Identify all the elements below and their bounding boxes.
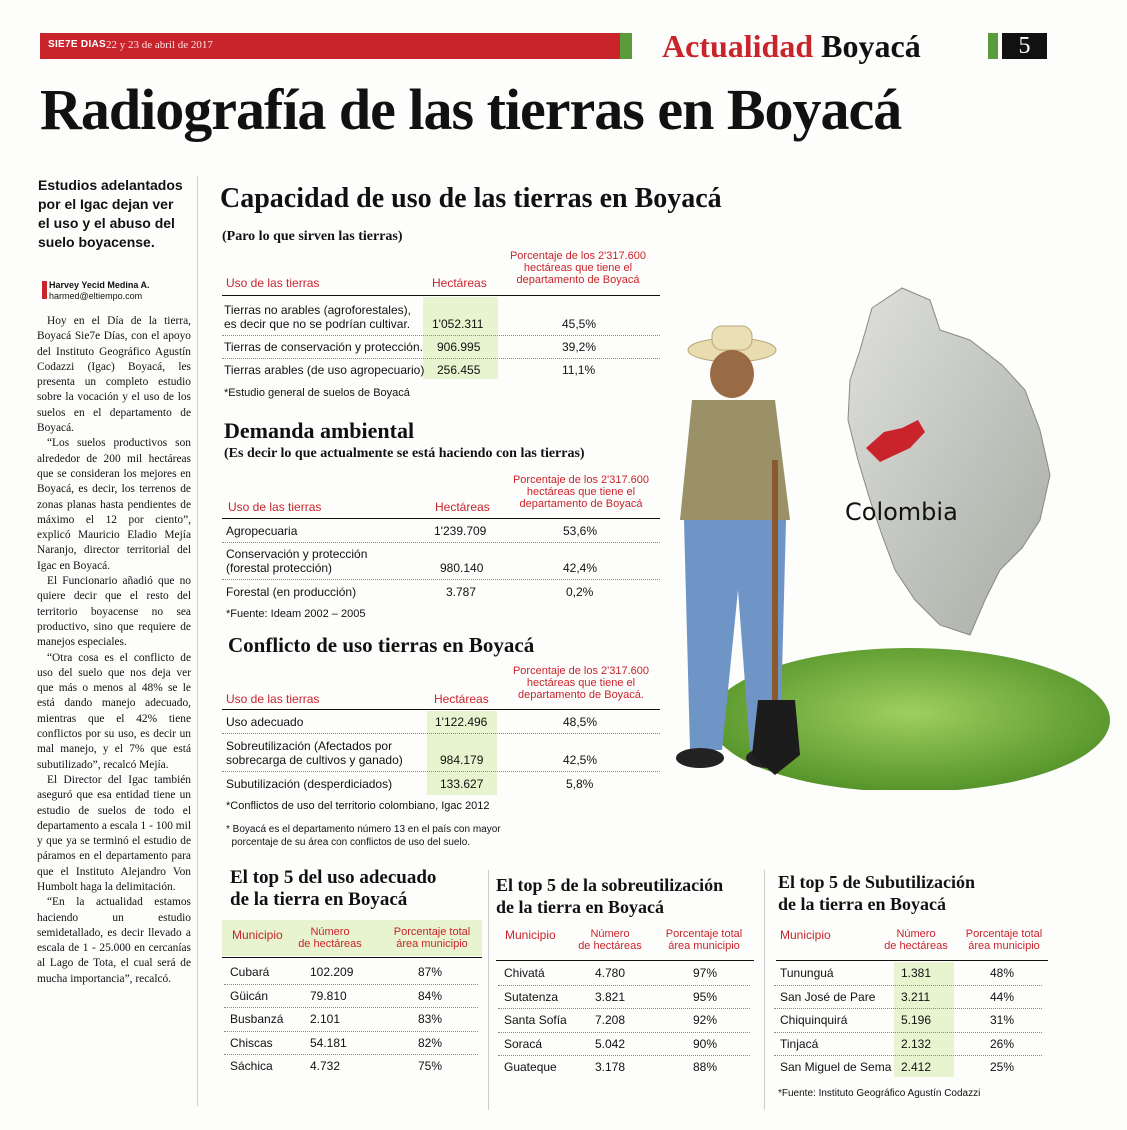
hectareas-cell: 7.208 — [595, 1013, 626, 1027]
top5-col-hectareas: Número de hectáreas — [578, 928, 642, 952]
hectareas-cell: 5.042 — [595, 1036, 626, 1051]
top5-col-porcentaje: Porcentaje total área municipio — [393, 926, 471, 950]
municipio-cell: San José de Pare — [780, 989, 876, 1004]
capacidad-col-pct: Porcentaje de los 2'317.600 hectáreas que tiene el departamento de Boyacá — [509, 250, 647, 286]
table-rule — [222, 518, 660, 519]
capacidad-row-ha: 906.995 — [437, 340, 481, 354]
municipio-cell: Cubará — [230, 965, 270, 979]
porcentaje-cell: 95% — [693, 989, 718, 1004]
porcentaje-cell: 82% — [418, 1035, 443, 1050]
capacidad-row-pct: 45,5% — [562, 317, 597, 331]
demanda-col-uso: Uso de las tierras — [228, 500, 322, 514]
conflicto-col-uso: Uso de las tierras — [226, 692, 320, 706]
top5-col-municipio: Municipio — [232, 928, 283, 942]
body-paragraph: “Los suelos productivos son alrededor de 200 mil hectáreas que se consideran los mejores en Boyacá, es decir, los terrenos de zonas planas hasta pendientes de máximo el 12 por ciento”, explicó Mauricio Eladio Mejía Naranjo, director territorial del Igac en Boyacá. — [37, 437, 191, 572]
conflicto-row-pct: 48,5% — [563, 715, 598, 729]
column-divider — [488, 870, 489, 1110]
row-divider — [222, 542, 660, 543]
hectareas-cell: 79.810 — [310, 988, 347, 1003]
municipio-cell: Chiscas — [230, 1035, 273, 1050]
capacidad-subtitle: (Paro lo que sirven las tierras) — [222, 229, 403, 244]
capacidad-row-uso: Tierras de conservación y protección. — [224, 340, 423, 354]
demanda-col-pct: Porcentaje de los 2'317.600 hectáreas que tiene el departamento de Boyacá — [512, 474, 650, 510]
page-number-mark — [988, 33, 998, 59]
hectareas-cell: 3.821 — [595, 989, 626, 1004]
top5-col-porcentaje: Porcentaje total área municipio — [665, 928, 743, 952]
table-rule — [496, 960, 754, 961]
table-rule — [776, 960, 1048, 961]
body-paragraph: El Director del Igac también aseguró que esa entidad tiene un estudio de suelos de todo el departamento a escala 1 - 100 mil y que ya se terminó el estudio de páramos en el departamento para que el Instituto Alejandro Von Humbolt haga la delimitación. — [37, 773, 191, 893]
municipio-cell: Sáchica — [230, 1059, 273, 1073]
porcentaje-cell: 84% — [418, 988, 443, 1003]
top5-col-porcentaje: Porcentaje total área municipio — [965, 928, 1043, 952]
municipio-cell: Chivatá — [504, 966, 545, 980]
row-divider — [774, 1032, 1042, 1033]
capacidad-col-uso: Uso de las tierras — [226, 276, 320, 290]
hectareas-cell: 102.209 — [310, 965, 354, 979]
municipio-cell: Sutatenza — [504, 989, 559, 1004]
porcentaje-cell: 26% — [990, 1036, 1015, 1051]
porcentaje-cell: 25% — [990, 1060, 1015, 1074]
brand-label: SIE7E DIAS — [48, 39, 107, 50]
author-mark — [42, 281, 47, 299]
municipio-cell: Tununguá — [780, 966, 834, 980]
row-divider — [774, 985, 1042, 986]
top5-col-hectareas: Número de hectáreas — [298, 926, 362, 950]
row-divider — [498, 1055, 750, 1056]
row-divider — [222, 771, 660, 772]
hectareas-cell: 2.412 — [901, 1060, 932, 1074]
porcentaje-cell: 48% — [990, 966, 1015, 980]
row-divider — [222, 579, 660, 580]
hectareas-cell: 5.196 — [901, 1013, 932, 1027]
hectareas-cell: 2.101 — [310, 1012, 341, 1026]
porcentaje-cell: 88% — [693, 1060, 718, 1074]
porcentaje-cell: 31% — [990, 1013, 1015, 1027]
headline: Radiografía de las tierras en Boyacá — [40, 77, 902, 142]
capacidad-title: Capacidad de uso de las tierras en Boyacá — [220, 183, 722, 214]
demanda-title: Demanda ambiental — [224, 418, 415, 443]
table-rule — [222, 957, 482, 958]
municipio-cell: Tinjacá — [780, 1036, 819, 1051]
capacidad-row-ha: 1'052.311 — [432, 317, 484, 331]
hectareas-cell: 1.381 — [901, 966, 932, 980]
capacidad-note: *Estudio general de suelos de Boyacá — [224, 387, 410, 399]
conflicto-row-ha: 984.179 — [440, 753, 484, 767]
row-divider — [224, 984, 478, 985]
demanda-col-ha: Hectáreas — [435, 500, 490, 514]
top5-sub-note: *Fuente: Instituto Geográfico Agustín Codazzi — [778, 1088, 981, 1099]
section-title-a: Actualidad — [662, 28, 814, 64]
top5-adecuado-title: El top 5 del uso adecuado de la tierra en Boyacá — [230, 867, 437, 910]
row-divider — [222, 358, 660, 359]
porcentaje-cell: 75% — [418, 1059, 443, 1073]
table-rule — [222, 709, 660, 710]
conflicto-row-ha: 133.627 — [440, 777, 484, 791]
body-paragraph: “En la actualidad estamos haciendo un estudio semidetallado, es decir llevado a escala de 1 - 25.000 en cercanías al Lago de Tota, el cual será de mucha importancia”, recalcó. — [37, 896, 191, 985]
municipio-cell: San Miguel de Sema — [780, 1060, 892, 1074]
demanda-row-pct: 53,6% — [563, 524, 598, 538]
header-green-mark — [620, 33, 632, 59]
municipio-cell: Chiquinquirá — [780, 1013, 848, 1027]
page-number: 5 — [1002, 33, 1047, 59]
porcentaje-cell: 90% — [693, 1036, 718, 1051]
hectareas-cell: 4.732 — [310, 1059, 341, 1073]
hectareas-cell: 2.132 — [901, 1036, 932, 1051]
hectareas-cell: 3.211 — [901, 989, 931, 1004]
demanda-row-pct: 0,2% — [566, 585, 594, 599]
demanda-row-ha: 980.140 — [440, 561, 484, 575]
row-divider — [224, 1031, 478, 1032]
hectareas-cell: 4.780 — [595, 966, 626, 980]
capacidad-row-pct: 11,1% — [562, 363, 596, 377]
top5-col-municipio: Municipio — [780, 928, 831, 942]
conflicto-note: *Conflictos de uso del territorio colombiano, Igac 2012 — [226, 800, 490, 812]
body-paragraph: “Otra cosa es el conflicto de uso del suelo que nos deja ver que más o menos al 48% se le está dando manejo adecuado, mientras que el 42% tiene conflictos por su uso, es decir un mal manejo, y el 7% que está subutilizado”, recalcó Mejía. — [37, 651, 191, 771]
conflicto-row-ha: 1'122.496 — [435, 715, 488, 729]
municipio-cell: Santa Sofía — [504, 1013, 567, 1027]
head — [710, 350, 754, 398]
author-email: harmed@eltiempo.com — [49, 291, 143, 301]
capacidad-row-pct: 39,2% — [562, 340, 597, 354]
conflicto-row-uso: Uso adecuado — [226, 715, 304, 729]
conflicto-title: Conflicto de uso tierras en Boyacá — [228, 633, 535, 657]
boot-left — [676, 748, 724, 768]
porcentaje-cell: 97% — [693, 966, 718, 980]
demanda-row-ha: 3.787 — [446, 585, 477, 599]
hat-crown — [712, 326, 752, 350]
municipio-cell: Soracá — [504, 1036, 543, 1051]
header-bar — [40, 33, 630, 59]
demanda-row-uso: Forestal (en producción) — [226, 585, 357, 599]
demanda-row-uso: Conservación y protección (forestal protección) — [226, 547, 368, 575]
conflicto-row-uso: Subutilización (desperdiciados) — [226, 777, 393, 791]
row-divider — [222, 335, 660, 336]
row-divider — [498, 985, 750, 986]
capacidad-row-ha: 256.455 — [437, 363, 481, 377]
demanda-row-uso: Agropecuaria — [226, 524, 298, 538]
demanda-note: *Fuente: Ideam 2002 – 2005 — [226, 608, 366, 620]
hectareas-cell: 3.178 — [595, 1060, 626, 1074]
porcentaje-cell: 87% — [418, 965, 443, 979]
illustration — [640, 270, 1110, 790]
conflicto-note2: * Boyacá es el departamento número 13 en el país con mayor porcentaje de su área con conflictos de uso del suelo. — [226, 824, 501, 848]
municipio-cell: Busbanzá — [230, 1012, 284, 1026]
demanda-subtitle: (Es decir lo que actualmente se está haciendo con las tierras) — [224, 446, 585, 461]
hectareas-cell: 54.181 — [310, 1035, 347, 1050]
section-title-b: Boyacá — [821, 28, 921, 64]
capacidad-row-uso: Tierras arables (de uso agropecuario) — [224, 363, 425, 377]
author-name: Harvey Yecid Medina A. — [49, 280, 150, 290]
row-divider — [774, 1008, 1042, 1009]
municipio-cell: Güicán — [230, 988, 269, 1003]
capacidad-row-uso: Tierras no arables (agroforestales), es decir que no se podrían cultivar. — [224, 303, 411, 331]
table-rule — [222, 295, 660, 296]
porcentaje-cell: 83% — [418, 1012, 443, 1026]
row-divider — [774, 1055, 1042, 1056]
top5-sub-title: El top 5 de Subutilización de la tierra en Boyacá — [778, 872, 976, 914]
row-divider — [224, 1007, 478, 1008]
capacidad-col-ha: Hectáreas — [432, 276, 487, 290]
lead-text: Estudios adelantados por el Igac dejan ver el uso y el abuso del suelo boyacense. — [38, 177, 183, 250]
demanda-row-pct: 42,4% — [563, 561, 598, 575]
conflicto-row-pct: 5,8% — [566, 777, 594, 791]
column-divider — [764, 870, 765, 1110]
column-divider — [197, 176, 198, 1106]
article-body — [37, 314, 191, 987]
issue-date: 22 y 23 de abril de 2017 — [106, 39, 213, 51]
row-divider — [498, 1032, 750, 1033]
conflicto-row-pct: 42,5% — [563, 753, 598, 767]
conflicto-row-uso: Sobreutilización (Afectados por sobrecarga de cultivos y ganado) — [226, 739, 403, 767]
top5-col-municipio: Municipio — [505, 928, 556, 942]
row-divider — [498, 1008, 750, 1009]
body-paragraph: El Funcionario añadió que no quiere decir que el resto del territorio boyacense no sea productivo, sino que requiere de manejos especiales. — [37, 575, 191, 649]
body-paragraph: Hoy en el Día de la tierra, Boyacá Sie7e Días, con el apoyo del Instituto Geográfico Agustín Codazzi (Igac) Boyacá, les presenta un completo estudio sobre la vocación y el uso de los suelos en el departamento de Boyacá. — [37, 315, 191, 435]
map-label: Colombia — [845, 498, 958, 526]
shovel-handle — [772, 460, 778, 700]
row-divider — [224, 1054, 478, 1055]
conflicto-col-pct: Porcentaje de los 2'317.600 hectáreas que tiene el departamento de Boyacá. — [512, 665, 650, 701]
section-title — [662, 28, 921, 65]
porcentaje-cell: 44% — [990, 989, 1015, 1004]
demanda-row-ha: 1'239.709 — [434, 524, 487, 538]
colombia-map — [848, 288, 1050, 635]
porcentaje-cell: 92% — [693, 1013, 718, 1027]
municipio-cell: Guateque — [504, 1060, 557, 1074]
top5-sobre-title: El top 5 de la sobreutilización de la tierra en Boyacá — [496, 875, 724, 917]
conflicto-col-ha: Hectáreas — [434, 692, 489, 706]
top5-col-hectareas: Número de hectáreas — [884, 928, 948, 952]
row-divider — [222, 733, 660, 734]
